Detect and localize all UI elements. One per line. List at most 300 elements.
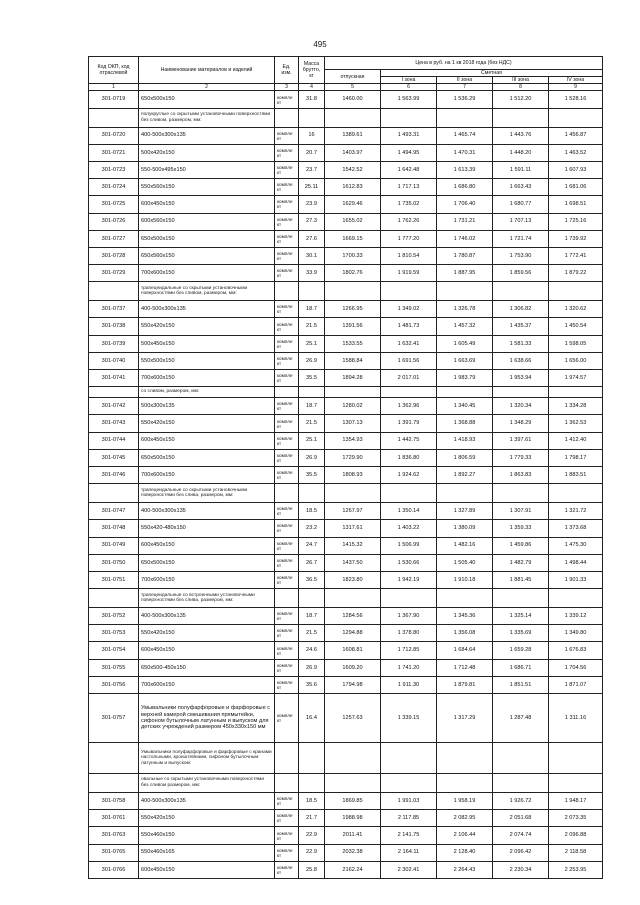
table-row <box>89 196 603 213</box>
price-otpusk: 1655.02 <box>325 213 381 230</box>
empty-cell <box>89 774 139 793</box>
item-unit: компле кт <box>275 179 299 196</box>
empty-cell <box>325 282 381 301</box>
table-row <box>89 432 603 449</box>
item-code: 301-0763 <box>89 827 139 844</box>
price-otpusk: 1608.81 <box>325 642 381 659</box>
price-zone4: 1 463.52 <box>549 144 603 161</box>
item-code: 301-0728 <box>89 247 139 264</box>
item-name: 650х560х150 <box>139 247 275 264</box>
price-zone2: 1 613.39 <box>437 161 493 178</box>
price-zone1: 1 777.20 <box>381 230 437 247</box>
empty-cell <box>325 589 381 608</box>
price-zone2: 1 536.29 <box>437 91 493 108</box>
price-zone4: 1 456.87 <box>549 127 603 144</box>
price-zone3: 1 680.77 <box>493 196 549 213</box>
price-zone2: 1 482.16 <box>437 537 493 554</box>
item-mass: 25.8 <box>299 861 325 878</box>
price-zone3: 1 663.43 <box>493 179 549 196</box>
empty-cell <box>275 387 299 398</box>
price-zone2: 1 731.21 <box>437 213 493 230</box>
header-otpusk: отпускная <box>325 70 381 84</box>
price-zone1: 1 442.75 <box>381 432 437 449</box>
item-name: 700х600х150 <box>139 370 275 387</box>
price-zone4: 1 772.41 <box>549 247 603 264</box>
empty-cell <box>437 108 493 127</box>
price-zone1: 1 642.48 <box>381 161 437 178</box>
item-name: 600х450х150 <box>139 432 275 449</box>
item-code: 301-0754 <box>89 642 139 659</box>
item-code: 301-0740 <box>89 352 139 369</box>
item-name: 550х460х165 <box>139 844 275 861</box>
item-mass: 21.5 <box>299 318 325 335</box>
item-code: 301-0741 <box>89 370 139 387</box>
empty-cell <box>437 484 493 503</box>
price-zone4: 1 798.17 <box>549 449 603 466</box>
price-zone2: 1 418.93 <box>437 432 493 449</box>
price-otpusk: 1354.93 <box>325 432 381 449</box>
empty-cell <box>325 387 381 398</box>
item-unit: компле кт <box>275 694 299 743</box>
item-unit: компле кт <box>275 335 299 352</box>
column-numbers-row <box>89 84 603 91</box>
price-zone4: 1 739.92 <box>549 230 603 247</box>
empty-cell <box>437 774 493 793</box>
empty-cell <box>549 743 603 774</box>
price-zone4: 1 321.72 <box>549 503 603 520</box>
item-unit: компле кт <box>275 810 299 827</box>
price-zone2: 1 892.27 <box>437 466 493 483</box>
price-zone1: 2 117.85 <box>381 810 437 827</box>
price-otpusk: 1794.98 <box>325 676 381 693</box>
table-row <box>89 449 603 466</box>
price-zone1: 2 017.01 <box>381 370 437 387</box>
header-zone1: I зона <box>381 77 437 84</box>
item-mass: 23.9 <box>299 196 325 213</box>
price-zone2: 1 706.40 <box>437 196 493 213</box>
price-zone2: 1 887.95 <box>437 265 493 282</box>
item-name: 400-500х300х135 <box>139 503 275 520</box>
price-zone4: 1 871.07 <box>549 676 603 693</box>
table-row <box>89 318 603 335</box>
item-mass: 26.9 <box>299 659 325 676</box>
empty-cell <box>89 743 139 774</box>
price-zone4: 2 073.35 <box>549 810 603 827</box>
item-code: 301-0747 <box>89 503 139 520</box>
item-code: 301-0743 <box>89 415 139 432</box>
price-zone2: 1 470.31 <box>437 144 493 161</box>
item-unit: компле кт <box>275 537 299 554</box>
empty-cell <box>325 743 381 774</box>
price-zone2: 1 326.78 <box>437 301 493 318</box>
price-zone2: 2 082.95 <box>437 810 493 827</box>
table-row <box>89 571 603 588</box>
item-mass: 35.6 <box>299 676 325 693</box>
price-otpusk: 1267.97 <box>325 503 381 520</box>
group-header-text: полукруглые со скрытыми установочными поверхностями без сливом, размером, мм: <box>139 108 275 127</box>
empty-cell <box>89 108 139 127</box>
item-unit: компле кт <box>275 827 299 844</box>
price-zone1: 1 493.31 <box>381 127 437 144</box>
table-group-header-row <box>89 108 603 127</box>
header-zone3: III зона <box>493 77 549 84</box>
price-zone3: 1 779.33 <box>493 449 549 466</box>
item-code: 301-0737 <box>89 301 139 318</box>
price-zone2: 1 327.89 <box>437 503 493 520</box>
price-zone2: 2 128.40 <box>437 844 493 861</box>
table-group-header-row <box>89 774 603 793</box>
price-otpusk: 1415.32 <box>325 537 381 554</box>
item-unit: компле кт <box>275 213 299 230</box>
price-zone3: 1 443.76 <box>493 127 549 144</box>
item-code: 301-0742 <box>89 398 139 415</box>
price-otpusk: 1389.61 <box>325 127 381 144</box>
item-unit: компле кт <box>275 554 299 571</box>
price-zone2: 1 958.19 <box>437 793 493 810</box>
item-unit: компле кт <box>275 571 299 588</box>
price-zone2: 1 317.29 <box>437 694 493 743</box>
price-zone4: 1 974.57 <box>549 370 603 387</box>
item-name: 700х600х150 <box>139 466 275 483</box>
item-mass: 18.5 <box>299 793 325 810</box>
table-row <box>89 91 603 108</box>
item-name: 400-500х300х135 <box>139 301 275 318</box>
empty-cell <box>299 774 325 793</box>
item-name: 700х600х150 <box>139 676 275 693</box>
price-otpusk: 1284.56 <box>325 608 381 625</box>
empty-cell <box>89 282 139 301</box>
item-unit: компле кт <box>275 466 299 483</box>
item-unit: компле кт <box>275 127 299 144</box>
empty-cell <box>381 282 437 301</box>
table-row <box>89 265 603 282</box>
price-zone4: 1 320.62 <box>549 301 603 318</box>
price-zone3: 1 926.72 <box>493 793 549 810</box>
empty-cell <box>493 774 549 793</box>
price-zone4: 1 676.83 <box>549 642 603 659</box>
item-unit: компле кт <box>275 398 299 415</box>
price-zone3: 1 659.28 <box>493 642 549 659</box>
item-code: 301-0751 <box>89 571 139 588</box>
price-zone4: 1 450.54 <box>549 318 603 335</box>
item-mass: 16.4 <box>299 694 325 743</box>
item-name: 700х600х150 <box>139 265 275 282</box>
item-mass: 27.6 <box>299 230 325 247</box>
table-row <box>89 352 603 369</box>
column-number: 7 <box>437 84 493 91</box>
price-zone3: 1 512.20 <box>493 91 549 108</box>
price-zone3: 1 307.91 <box>493 503 549 520</box>
table-row <box>89 301 603 318</box>
group-header-text: трапецеидальные со скрытыми установочными поверхностями без сливом, размером, мм: <box>139 282 275 301</box>
group-header-text: овальные со скрытыми установочными поверхностями без сливом размером, мм: <box>139 774 275 793</box>
empty-cell <box>437 387 493 398</box>
empty-cell <box>437 282 493 301</box>
price-zone2: 1 684.64 <box>437 642 493 659</box>
price-zone4: 2 253.95 <box>549 861 603 878</box>
item-name: 550х500х150 <box>139 352 275 369</box>
item-unit: компле кт <box>275 318 299 335</box>
price-zone2: 1 879.81 <box>437 676 493 693</box>
price-zone1: 1 810.54 <box>381 247 437 264</box>
group-header-text: Умывальники полуфарфоровые и фарфоровые с кранами настольными, кронштейнами, сифоном бутылочным латунным и выпуском: <box>139 743 275 774</box>
price-zone2: 1 712.48 <box>437 659 493 676</box>
price-zone4: 1 901.33 <box>549 571 603 588</box>
header-price-group: Цена в руб. на 1 кв 2018 года (без НДС) <box>325 57 603 70</box>
price-zone1: 1 735.02 <box>381 196 437 213</box>
empty-cell <box>549 282 603 301</box>
table-row <box>89 247 603 264</box>
price-otpusk: 1280.02 <box>325 398 381 415</box>
item-unit: компле кт <box>275 144 299 161</box>
item-mass: 21.7 <box>299 810 325 827</box>
empty-cell <box>381 484 437 503</box>
price-zone1: 1 741.20 <box>381 659 437 676</box>
price-otpusk: 1533.55 <box>325 335 381 352</box>
table-row <box>89 608 603 625</box>
column-number: 3 <box>275 84 299 91</box>
price-zone2: 1 686.80 <box>437 179 493 196</box>
price-zone4: 1 362.53 <box>549 415 603 432</box>
price-zone1: 1 530.66 <box>381 554 437 571</box>
price-zone3: 1 863.83 <box>493 466 549 483</box>
table-group-header-row <box>89 387 603 398</box>
price-zone2: 1 806.59 <box>437 449 493 466</box>
price-table <box>88 56 603 879</box>
price-zone1: 2 164.11 <box>381 844 437 861</box>
column-number: 5 <box>325 84 381 91</box>
price-zone3: 1 359.33 <box>493 520 549 537</box>
price-otpusk: 1257.63 <box>325 694 381 743</box>
item-unit: компле кт <box>275 449 299 466</box>
item-unit: компле кт <box>275 625 299 642</box>
price-zone4: 1 528.16 <box>549 91 603 108</box>
price-zone4: 1 656.00 <box>549 352 603 369</box>
price-zone4: 1 879.22 <box>549 265 603 282</box>
table-row <box>89 861 603 878</box>
item-mass: 22.9 <box>299 827 325 844</box>
price-zone4: 1 334.28 <box>549 398 603 415</box>
column-number: 8 <box>493 84 549 91</box>
price-otpusk: 1460.00 <box>325 91 381 108</box>
price-zone1: 1 919.59 <box>381 265 437 282</box>
table-row <box>89 659 603 676</box>
item-mass: 18.7 <box>299 398 325 415</box>
item-name: 550х420х150 <box>139 625 275 642</box>
price-otpusk: 1391.56 <box>325 318 381 335</box>
price-zone4: 1 948.17 <box>549 793 603 810</box>
item-mass: 35.5 <box>299 370 325 387</box>
empty-cell <box>437 589 493 608</box>
empty-cell <box>275 774 299 793</box>
empty-cell <box>549 108 603 127</box>
item-name: 650х500х150 <box>139 230 275 247</box>
item-mass: 30.1 <box>299 247 325 264</box>
item-mass: 18.7 <box>299 608 325 625</box>
price-otpusk: 1307.13 <box>325 415 381 432</box>
item-name: 650х500-450х150 <box>139 659 275 676</box>
price-zone3: 1 686.71 <box>493 659 549 676</box>
item-unit: компле кт <box>275 520 299 537</box>
item-mass: 27.3 <box>299 213 325 230</box>
price-zone1: 1 991.03 <box>381 793 437 810</box>
price-zone2: 1 910.18 <box>437 571 493 588</box>
price-zone2: 1 368.88 <box>437 415 493 432</box>
item-code: 301-0723 <box>89 161 139 178</box>
empty-cell <box>381 589 437 608</box>
table-group-header-row <box>89 484 603 503</box>
price-zone3: 1 859.56 <box>493 265 549 282</box>
price-zone4: 1 412.40 <box>549 432 603 449</box>
column-number: 6 <box>381 84 437 91</box>
item-unit: компле кт <box>275 247 299 264</box>
page-number: 495 <box>313 40 327 49</box>
item-name: 700х600х150 <box>139 571 275 588</box>
empty-cell <box>549 774 603 793</box>
item-unit: компле кт <box>275 301 299 318</box>
item-code: 301-0727 <box>89 230 139 247</box>
item-mass: 25.1 <box>299 432 325 449</box>
price-zone4: 1 698.51 <box>549 196 603 213</box>
item-code: 301-0739 <box>89 335 139 352</box>
item-mass: 26.9 <box>299 352 325 369</box>
price-zone4: 1 475.30 <box>549 537 603 554</box>
price-zone1: 1 762.26 <box>381 213 437 230</box>
price-zone4: 1 373.68 <box>549 520 603 537</box>
price-zone4: 1 681.06 <box>549 179 603 196</box>
item-name: 400-500х300х135 <box>139 127 275 144</box>
table-row <box>89 415 603 432</box>
empty-cell <box>493 387 549 398</box>
price-zone1: 1 563.99 <box>381 91 437 108</box>
item-code: 301-0738 <box>89 318 139 335</box>
table-row <box>89 144 603 161</box>
empty-cell <box>299 387 325 398</box>
item-unit: компле кт <box>275 844 299 861</box>
table-row <box>89 554 603 571</box>
item-code: 301-0724 <box>89 179 139 196</box>
item-code: 301-0753 <box>89 625 139 642</box>
item-mass: 26.9 <box>299 449 325 466</box>
item-code: 301-0748 <box>89 520 139 537</box>
item-unit: компле кт <box>275 861 299 878</box>
item-mass: 24.6 <box>299 642 325 659</box>
empty-cell <box>381 743 437 774</box>
price-zone3: 1 435.37 <box>493 318 549 335</box>
item-code: 301-0744 <box>89 432 139 449</box>
column-number: 1 <box>89 84 139 91</box>
price-zone2: 1 605.49 <box>437 335 493 352</box>
item-name: 550х460х150 <box>139 827 275 844</box>
price-zone2: 1 345.36 <box>437 608 493 625</box>
table-row <box>89 827 603 844</box>
header-zone4: IV зона <box>549 77 603 84</box>
table-row <box>89 520 603 537</box>
price-zone4: 1 598.05 <box>549 335 603 352</box>
price-otpusk: 1317.61 <box>325 520 381 537</box>
empty-cell <box>493 282 549 301</box>
price-zone3: 2 096.42 <box>493 844 549 861</box>
item-mass: 22.9 <box>299 844 325 861</box>
group-header-text: со сливом, размером, мм: <box>139 387 275 398</box>
empty-cell <box>325 108 381 127</box>
item-unit: компле кт <box>275 230 299 247</box>
empty-cell <box>299 743 325 774</box>
item-code: 301-0755 <box>89 659 139 676</box>
price-otpusk: 1894.28 <box>325 370 381 387</box>
price-zone3: 2 051.68 <box>493 810 549 827</box>
price-otpusk: 1802.76 <box>325 265 381 282</box>
price-zone3: 1 325.14 <box>493 608 549 625</box>
price-otpusk: 1700.33 <box>325 247 381 264</box>
price-zone3: 1 851.51 <box>493 676 549 693</box>
price-zone1: 1 942.19 <box>381 571 437 588</box>
item-code: 301-0758 <box>89 793 139 810</box>
price-otpusk: 1266.95 <box>325 301 381 318</box>
group-header-text: трапецеидальные со скрытыми установочными поверхностями без слива, размером, мм: <box>139 484 275 503</box>
price-zone3: 1 306.82 <box>493 301 549 318</box>
item-code: 301-0725 <box>89 196 139 213</box>
item-code: 301-0761 <box>89 810 139 827</box>
table-row <box>89 694 603 743</box>
price-otpusk: 1729.90 <box>325 449 381 466</box>
item-mass: 31.8 <box>299 91 325 108</box>
table-group-header-row <box>89 282 603 301</box>
price-zone3: 1 707.13 <box>493 213 549 230</box>
price-zone2: 1 457.32 <box>437 318 493 335</box>
empty-cell <box>437 743 493 774</box>
item-name: 600х450х150 <box>139 196 275 213</box>
price-zone4: 1 349.80 <box>549 625 603 642</box>
empty-cell <box>325 484 381 503</box>
item-name: 500х450х150 <box>139 335 275 352</box>
table-row <box>89 127 603 144</box>
price-zone4: 2 096.88 <box>549 827 603 844</box>
price-otpusk: 2011.41 <box>325 827 381 844</box>
item-code: 301-0756 <box>89 676 139 693</box>
price-zone3: 1 448.20 <box>493 144 549 161</box>
price-zone4: 1 607.93 <box>549 161 603 178</box>
item-name: 600х450х150 <box>139 861 275 878</box>
price-zone3: 1 320.34 <box>493 398 549 415</box>
price-zone1: 1 691.56 <box>381 352 437 369</box>
empty-cell <box>89 484 139 503</box>
item-code: 301-0729 <box>89 265 139 282</box>
table-row <box>89 466 603 483</box>
table-row <box>89 793 603 810</box>
item-name: 650х500х150 <box>139 449 275 466</box>
price-zone3: 1 591.11 <box>493 161 549 178</box>
price-zone3: 1 753.90 <box>493 247 549 264</box>
empty-cell <box>299 108 325 127</box>
item-unit: компле кт <box>275 196 299 213</box>
price-zone1: 1 339.15 <box>381 694 437 743</box>
price-zone4: 1 704.56 <box>549 659 603 676</box>
price-otpusk: 1869.85 <box>325 793 381 810</box>
empty-cell <box>275 589 299 608</box>
item-name: 550х420х150 <box>139 318 275 335</box>
table-row <box>89 537 603 554</box>
item-name: 550-500х495х150 <box>139 161 275 178</box>
table-row <box>89 335 603 352</box>
price-zone1: 1 494.95 <box>381 144 437 161</box>
price-zone4: 2 118.58 <box>549 844 603 861</box>
price-zone4: 1 498.44 <box>549 554 603 571</box>
header-mass: Масса брутто, кг <box>299 57 325 84</box>
item-unit: компле кт <box>275 415 299 432</box>
price-zone3: 2 230.34 <box>493 861 549 878</box>
price-zone1: 1 367.90 <box>381 608 437 625</box>
